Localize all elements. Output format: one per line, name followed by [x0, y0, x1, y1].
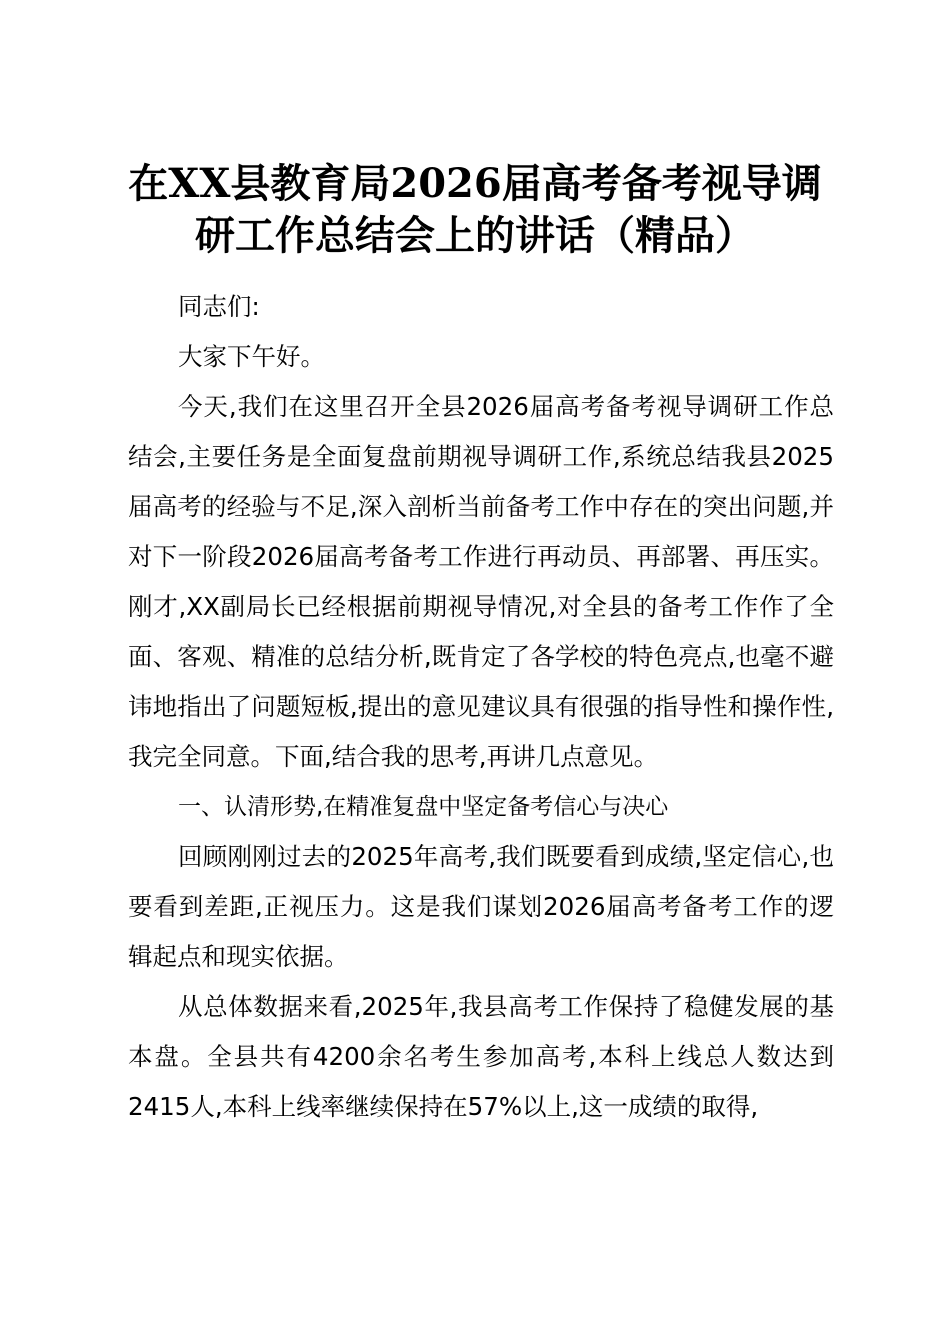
paragraph-data: 从总体数据来看,2025年,我县高考工作保持了稳健发展的基本盘。全县共有4200余名考生参加高考,本科上线总人数达到2415人,本科上线率继续保持在57%以上,这一成绩的取得,: [128, 992, 834, 1121]
document-title: [100, 158, 850, 262]
document-body: [128, 282, 834, 1132]
greeting: 大家下午好。: [178, 342, 325, 371]
salutation: 同志们:: [178, 292, 260, 321]
paragraph-review: 回顾刚刚过去的2025年高考,我们既要看到成绩,坚定信心,也要看到差距,正视压力。这是我们谋划2026届高考备考工作的逻辑起点和现实依据。: [128, 842, 834, 971]
title-line-2: 研工作总结会上的讲话（精品）: [195, 212, 755, 259]
paragraph-intro: 今天,我们在这里召开全县2026届高考备考视导调研工作总结会,主要任务是全面复盘前期视导调研工作,系统总结我县2025届高考的经验与不足,深入剖析当前备考工作中存在的突出问题,并对下一阶段2026届高考备考工作进行再动员、再部署、再压实。刚才,XX副局长已经根据前期视导情况,对全县的备考工作作了全面、客观、精准的总结分析,既肯定了各学校的特色亮点,也毫不避讳地指出了问题短板,提出的意见建议具有很强的指导性和操作性,我完全同意。下面,结合我的思考,再讲几点意见。: [128, 392, 834, 771]
title-line-1: 在XX县教育局2026届高考备考视导调: [128, 160, 822, 207]
section-heading-1: 一、认清形势,在精准复盘中坚定备考信心与决心: [178, 794, 669, 820]
